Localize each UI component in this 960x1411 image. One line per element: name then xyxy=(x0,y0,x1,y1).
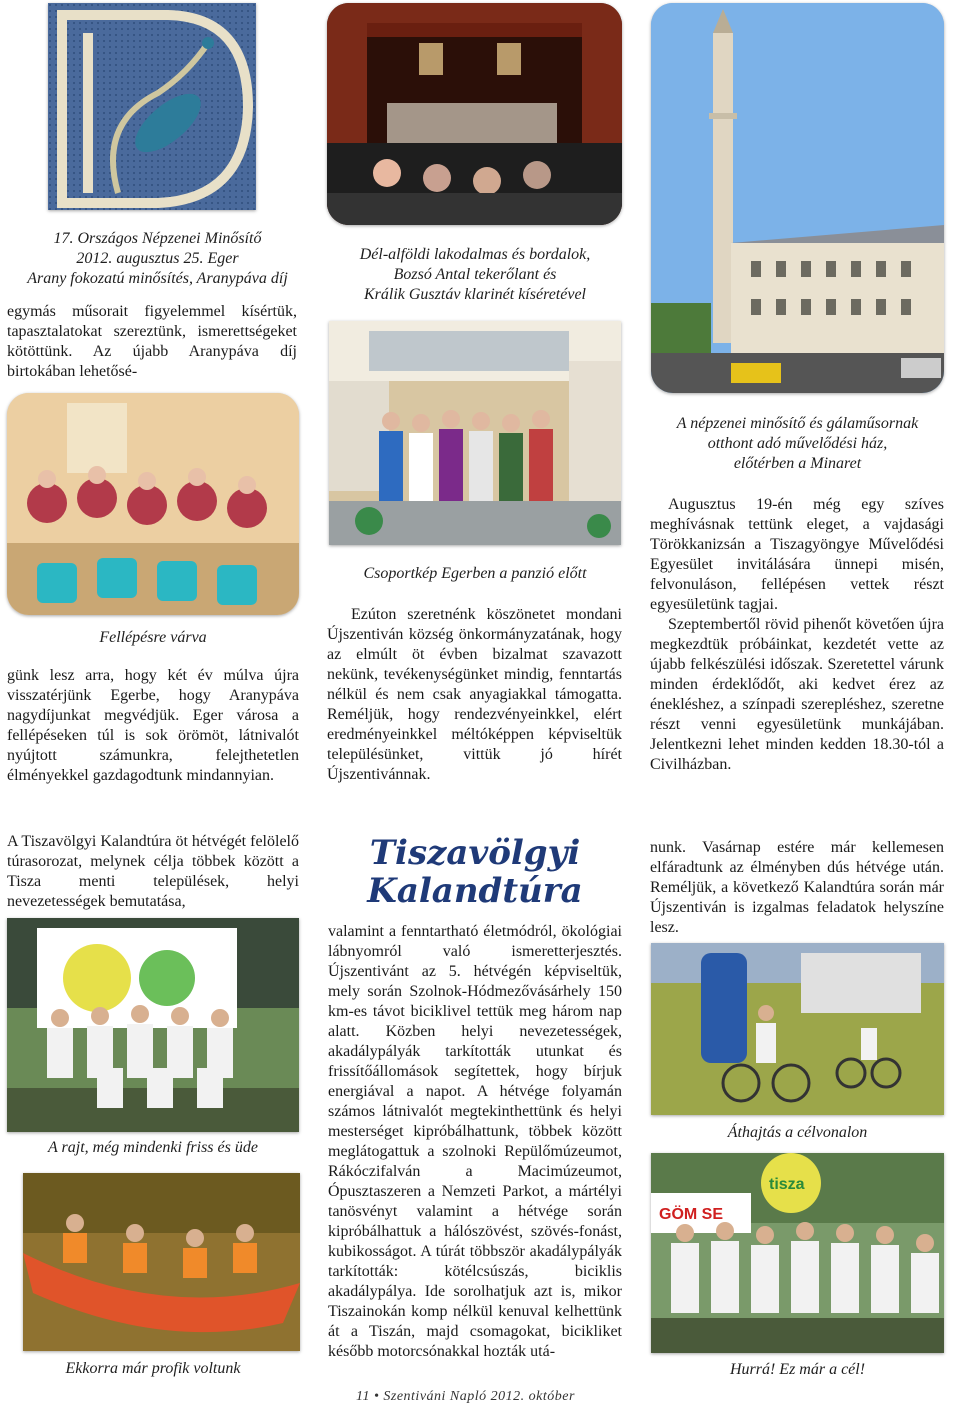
peacock-emblem-icon xyxy=(48,3,256,210)
tisza-main-text: valamint a fenntartható életmódról, ökológiai lábnyomról való ismeretterjesztés. Újszentivánt az 5. hétvégén képviseltük, mely során Szolnok-Hódmezővásárhely 150 km-es távot biciklivel tettük meg három nap alatt. Közben helyi nevezetességek, akadálypályák tarkították utunkat és frissítőállomások segítettek, hogy bírjuk energiával a napot. A hétvége folyamán számos látnivalót megtekinthettünk és helyi mesterséget kipróbálhattunk, többek között meglátogattuk a szolnoki Repülőmúzeumot, Rákóczifalván a Macimúzeumot, Ópusztaszeren a Nemzeti Parkot, a mártélyi tanösvényt valamint a hétvége során kipróbálhattuk a hálószövést, szövés-fonást, kubikosságot. A túrát többször akadálypályák tarkították: kötélcsúszás, biciklis akadálypálya. Ide sorolhatjuk azt is, mikor Tiszainokán komp nélkül kenuval kelhettünk át a Tiszán, majd csomagokat, bicikliket később motorcsónakkal hozták utá- xyxy=(328,923,622,1360)
caption-line: Dél-alföldi lakodalmas és bordalok, xyxy=(359,246,591,263)
profik-caption: Ekkorra már profik voltunk xyxy=(65,1360,241,1377)
column1-bottom-text: günk lesz arra, hogy két év múlva újra visszatérjünk Egerbe, hogy Aranypáva nagydíjunkat megvédjük. Eger városa a fellépéseken túl is sok örömöt, látnivalót nyújtott számunkra, felejthetetlen élményekkel gazdagodtunk mindannyian. xyxy=(7,667,299,784)
caption-line: előtérben a Minaret xyxy=(733,455,862,472)
column3-paragraph1: Augusztus 19-én még egy szíves meghívásnak tettünk eleget, a vajdasági Törökkanizsán a Tiszagyöngye Művelődési Egyesület invitálására ünnepi misén, felvonuláson, fellépésen vettek részt egyesületünk tagjai. xyxy=(650,496,944,613)
caption-line: 17. Országos Népzenei Minősítő xyxy=(53,230,262,247)
tisza-intro-text: A Tiszavölgyi Kalandtúra öt hétvégét felölelő túrasorozat, melynek célja többek között a Tisza menti települések, helyi nevezetességek bemutatása, xyxy=(7,833,299,910)
column3-paragraph2: Szeptembertől rövid pihenőt követően újra megkezdtük próbáinkat, kezdetét vette az újabb felkészülési időszak. Szeretettel várunk minden érdeklődőt, aki kedvet érez az énekléshez, a színpadi szerepléshez, szeretne részt venni egyesületünk munkájában. Jelentkezni lehet minden kedden 18.30-tól a Civilházban. xyxy=(650,616,944,773)
caption-line: Arany fokozatú minősítés, Aranypáva díj xyxy=(27,270,288,287)
minaret-caption xyxy=(650,414,945,474)
tisza-right-text: nunk. Vasárnap estére már kellemesen elfáradtunk az élményben dús hétvége után. Reméljük, a következő Kalandtúra során már Újszentiván is izgalmas feladatok helyszíne lesz. xyxy=(650,839,944,936)
page-footer xyxy=(356,1389,616,1405)
column3-text xyxy=(650,495,944,775)
waiting-performers-photo xyxy=(7,393,299,615)
canoe-photo xyxy=(23,1173,300,1351)
caption-line: Králik Gusztáv klarinét kíséretével xyxy=(363,286,586,303)
bullet-separator: • xyxy=(373,1389,384,1404)
fellepesre-caption: Fellépésre várva xyxy=(99,629,207,646)
rajt-caption: A rajt, még mindenki friss és üde xyxy=(48,1139,258,1156)
start-group-photo xyxy=(7,918,299,1132)
caption-line: Bozsó Antal tekerőlant és xyxy=(393,266,557,283)
publication-date: 2012. október xyxy=(490,1389,575,1404)
finish-celebration-photo xyxy=(651,1153,944,1353)
lakodalmas-caption xyxy=(330,245,620,305)
tiszavolgyi-heading xyxy=(330,834,620,910)
caption-line: otthont adó művelődési ház, xyxy=(707,435,888,452)
page-number: 11 xyxy=(356,1389,370,1404)
heading-line1: Tiszavölgyi xyxy=(369,833,581,873)
publication-name: Szentiváni Napló xyxy=(383,1389,487,1404)
group-photo-eger xyxy=(329,321,621,545)
athajtas-caption: Áthajtás a célvonalon xyxy=(727,1124,868,1141)
column2-text: Ezúton szeretnénk köszönetet mondani Újszentiván község önkormányzatának, hogy az elmúlt öt évben bizalmat szavazott nekünk, tevékenységünket mindig, fenntartás nélkül és nem csak anyagiakkal támogatta. Reméljük, hogy rendezvényeinkkel, elért eredményeinkkel méltóképpen képviseltük településünket, vittük jó hírét Újszentivánnak. xyxy=(327,606,622,783)
aranypava-emblem-photo xyxy=(48,3,256,210)
hurra-caption: Hurrá! Ez már a cél! xyxy=(729,1361,866,1378)
stage-performance-photo xyxy=(327,3,622,225)
finish-line-cycling-photo xyxy=(651,943,944,1115)
column1-top-text: egymás műsorait figyelemmel kísértük, tapasztalatokat szereztünk, ismerettségeket kötöttünk. Az újabb Aranypáva díj birtokában lehetősé- xyxy=(7,303,297,380)
caption-line: 2012. augusztus 25. Eger xyxy=(76,250,239,267)
minaret-photo xyxy=(651,3,944,393)
csoportkep-caption: Csoportkép Egerben a panzió előtt xyxy=(363,565,587,582)
minosito-caption xyxy=(20,229,295,289)
caption-line: A népzenei minősítő és gálaműsornak xyxy=(676,415,919,432)
heading-line2: Kalandtúra xyxy=(367,871,583,911)
tisza-banner-text: tisza xyxy=(769,1176,805,1193)
gom-se-banner-text: GÖM SE xyxy=(659,1206,724,1223)
